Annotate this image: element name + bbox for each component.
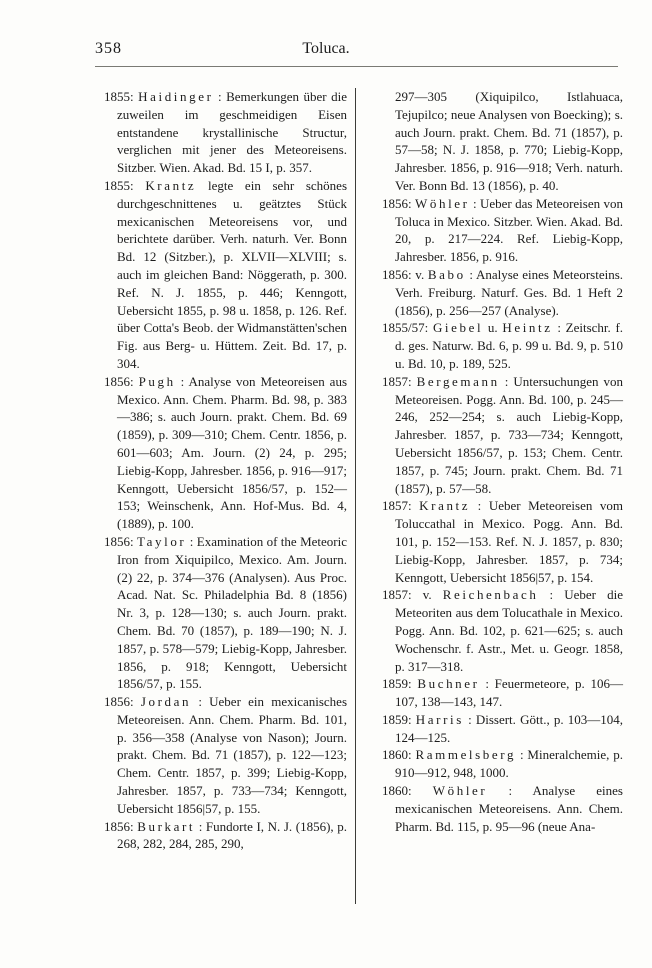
- entry-author: Pugh: [138, 373, 176, 389]
- entry-year: 1860:: [382, 783, 412, 799]
- running-title: Toluca.: [302, 40, 350, 57]
- page-number: 358: [95, 40, 122, 57]
- entry-author-connector: u.: [487, 320, 498, 336]
- entry-year: 1855/57:: [382, 320, 429, 336]
- entry-author: Burkart: [137, 818, 196, 834]
- entry-author: Harris: [415, 711, 464, 727]
- header-rule: [95, 66, 618, 67]
- bib-entry-reichenbach-1857: [382, 586, 623, 675]
- bib-entry-rammelsberg-1860: [382, 746, 623, 782]
- bib-entry-burkart-1856: [104, 818, 347, 854]
- entry-text: : Analyse von Meteoreisen aus Mexico. Ann. Chem. Pharm. Bd. 98, p. 383—386; s. auch Journ. prakt. Chem. Bd. 69 (1859), p. 309—310; Chem. Centr. 1856, p. 601—603; Am. Journ. (2) 24, p. 295; Liebig-Kopp, Jahresber. 1856, p. 916—917; Kenngott, Uebersicht 1856/57, p. 152—153; Weinschenk, Ann. Hof-Mus. Bd. 4, (1889), p. 100.: [117, 373, 348, 532]
- entry-year: 1859:: [382, 676, 412, 692]
- bib-entry-krantz-1855: [104, 177, 347, 373]
- entry-author: Krantz: [145, 177, 197, 193]
- entry-text: : Mineralchemie, p. 910—912, 948, 1000.: [395, 747, 623, 781]
- bib-entry-giebel-heintz-1855-57: [382, 319, 623, 372]
- entry-year: 1859:: [382, 711, 412, 727]
- entry-text: : Ueber Meteoreisen vom Toluccathal in Mexico. Pogg. Ann. Bd. 101, p. 152—153. Ref. N. J. 1857, p. 830; Liebig-Kopp, Jahresber. 1857, p. 734; Kenngott, Uebersicht 1856|57, p. 154.: [395, 498, 623, 585]
- bib-entry-pugh-1856: [104, 373, 347, 533]
- entry-author: Reichenbach: [442, 587, 539, 603]
- entry-text: : Untersuchungen von Meteoreisen. Pogg. Ann. Bd. 100, p. 245—246, 252—254; s. auch Liebig-Kopp, Jahresber. 1857, p. 733—734; Kenngott, Uebersicht 1856/57, p. 153; Chem. Centr. 1857, p. 745; Journ. prakt. Chem. Bd. 71 (1857), p. 57—58.: [395, 373, 624, 496]
- entry-year: 1856:: [104, 373, 134, 389]
- entry-year: 1855:: [104, 89, 134, 104]
- column-divider-rule: [355, 88, 356, 904]
- bib-entry-buchner-1859: [382, 675, 623, 711]
- entry-year: 1855:: [104, 177, 134, 193]
- bib-entry-jordan-1856: [104, 693, 347, 818]
- entry-author: Buchner: [417, 676, 480, 692]
- entry-author: Rammelsberg: [415, 747, 517, 763]
- entry-text: : Bemerkungen über die zuweilen im geschmeidigen Eisen entstandene krystallinische Structur, verglichen mit jener des Meteoreisens. Sitzber. Wien. Akad. Bd. 15 I, p. 357.: [117, 89, 348, 176]
- entry-author: Taylor: [137, 533, 187, 549]
- entry-text: : Dissert. Gött., p. 103—104, 124—125.: [395, 711, 624, 745]
- entry-author: Wöhler: [432, 783, 488, 799]
- entry-author: Giebel: [432, 320, 484, 336]
- bib-entry-krantz-1857: [382, 497, 623, 586]
- entry-text: : Ueber die Meteoriten aus dem Tolucathale in Mexico. Pogg. Ann. Bd. 102, p. 621—625; s. auch Wochenschr. f. Astr., Met. u. Geogr. 1858, p. 317—318.: [395, 587, 623, 674]
- entry-text: : Analyse eines Meteorsteins. Verh. Freiburg. Naturf. Ges. Bd. 1 Heft 2 (1856), p. 256—257 (Analyse).: [395, 266, 624, 318]
- bib-entry-haidinger-1855: [104, 88, 347, 177]
- entry-text: : Ueber das Meteoreisen von Toluca in Mexico. Sitzber. Wien. Akad. Bd. 20, p. 217—224. Ref. Liebig-Kopp, Jahresber. 1856, p. 916.: [395, 195, 624, 265]
- entry-author: Babo: [427, 266, 466, 282]
- right-column: [382, 88, 623, 835]
- bib-entry-harris-1859: [382, 711, 623, 747]
- entry-author: Haidinger: [138, 89, 214, 104]
- entry-text: 297—305 (Xiquipilco, Istlahuaca, Tejupilco; neue Analysen von Boecking); s. auch Journ. prakt. Chem. Bd. 71 (1857), p. 57—58; N. J. 1858, p. 770; Liebig-Kopp, Jahresber. 1856, p. 916—918; Verh. naturh. Ver. Bonn Bd. 13 (1856), p. 40.: [395, 89, 623, 193]
- bib-entry-woehler-1856: [382, 195, 623, 266]
- bib-entry-bergemann-1857: [382, 373, 623, 498]
- entry-year: 1856:: [104, 533, 134, 549]
- bib-entry-woehler-1860: [382, 782, 623, 835]
- bib-entry-taylor-1856: [104, 533, 347, 693]
- entry-year: 1856:: [104, 694, 134, 710]
- entry-text: : Fundorte I, N. J. (1856), p. 268, 282, 284, 285, 290,: [117, 818, 347, 852]
- entry-year: 1856:: [382, 266, 412, 282]
- entry-text: : Zeitschr. f. d. ges. Naturw. Bd. 6, p. 99 u. Bd. 9, p. 510 u. Bd. 10, p. 189, 525.: [395, 320, 624, 371]
- entry-year: 1857:: [382, 373, 412, 389]
- entry-text: : Ueber ein mexicanisches Meteoreisen. Ann. Chem. Pharm. Bd. 101, p. 356—358 (Analyse von Nason); Journ. prakt. Chem. Bd. 71 (1857), p. 122—123; Chem. Centr. 1857, p. 399; Liebig-Kopp, Jahresber. 1857, p. 733—734; Kenngott, Uebersicht 1856|57, p. 155.: [117, 694, 348, 816]
- entry-year: 1856:: [104, 818, 134, 834]
- entry-author-prefix: v.: [422, 587, 432, 603]
- entry-year: 1857:: [382, 587, 412, 603]
- entry-year: 1857:: [382, 498, 412, 514]
- bib-entry-babo-1856: [382, 266, 623, 319]
- entry-author-2: Heintz: [502, 320, 553, 336]
- entry-text: : Feuermeteore, p. 106—107, 138—143, 147.: [395, 676, 624, 710]
- entry-author: Bergemann: [416, 373, 500, 389]
- entry-text: : Examination of the Meteoric Iron from Xiquipilco, Mexico. Am. Journ. (2) 22, p. 374—376 (Analysen). Aus Proc. Acad. Nat. Sc. Philadelphia Bd. 8 (1856) Nr. 3, p. 128—130; s. auch Journ. prakt. Chem. Bd. 70 (1857), p. 189—190; N. J. 1857, p. 578—579; Liebig-Kopp, Jahresber. 1856, p. 918; Kenngott, Uebersicht 1856/57, p. 155.: [117, 533, 347, 692]
- entry-text: : Analyse eines mexicanischen Meteoreisens. Ann. Chem. Pharm. Bd. 115, p. 95—96 (neue Ana-: [395, 783, 623, 834]
- entry-year: 1860:: [382, 747, 412, 763]
- entry-author-prefix: v.: [415, 266, 425, 282]
- entry-author: Wöhler: [415, 195, 470, 211]
- entry-author: Jordan: [140, 694, 192, 710]
- entry-author: Krantz: [419, 498, 471, 514]
- entry-year: 1856:: [382, 195, 412, 211]
- bib-entry-burkart-continuation: [382, 88, 623, 195]
- entry-text: legte ein sehr schönes durchgeschnittenes u. geätztes Stück mexicanischen Meteoreisens vor, und berichtete darüber. Verh. naturh. Ver. Bonn Bd. 12 (Sitzber.), p. XLVII—XLVIII; s. auch im gleichen Band: Nöggerath, p. 300. Ref. N. J. 1855, p. 446; Kenngott, Uebersicht 1855, p. 98 u. 1858, p. 126. Ref. über Cotta's Beob. der Widmanstätten'schen Fig. aus Berg- u. Hüttem. Zeit. Bd. 17, p. 304.: [117, 177, 347, 371]
- left-column: [104, 88, 347, 853]
